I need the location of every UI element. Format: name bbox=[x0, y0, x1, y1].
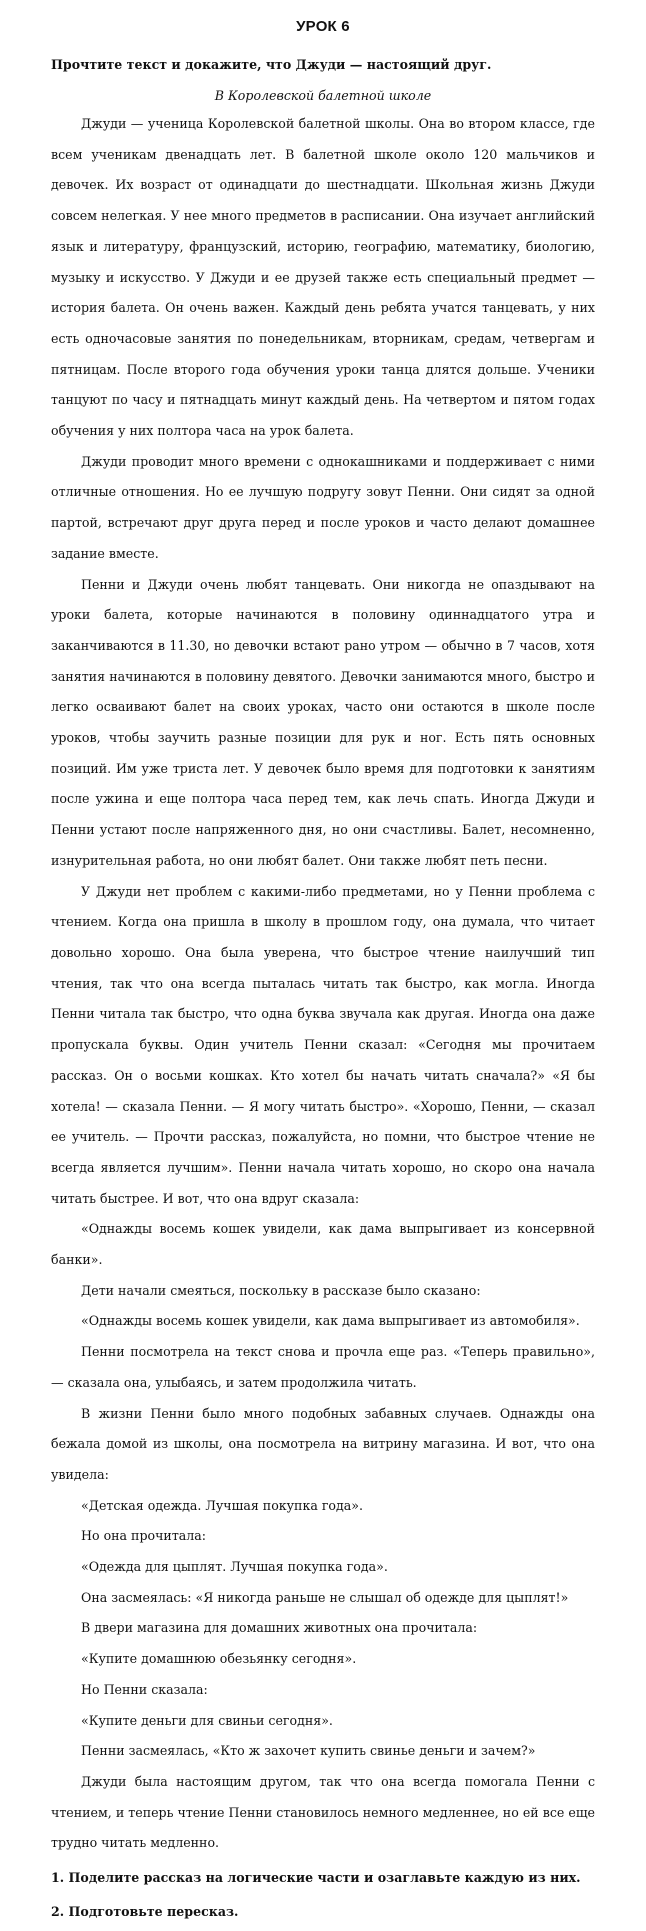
paragraph: У Джуди нет проблем с какими-либо предметами, но у Пенни проблема с чтением. Когда она пришла в школу в прошлом году, она думала, что читает довольно хорошо. Она была уверена, что быстрое чтение наилучший тип чтения, так что она всегда пыталась читать так быстро, как могла. Иногда Пенни читала так быстро, что одна буква звучала как другая. Иногда она даже пропускала буквы. Один учитель Пенни сказал: «Сегодня мы прочитаем рассказ. Он о восьми кошках. Кто хотел бы начать читать сначала?» «Я бы хотела! — сказала Пенни. — Я могу читать быстро». «Хорошо, Пенни, — сказал ее учитель. — Прочти рассказ, пожалуйста, но помни, что быстрое чтение не всегда является лучшим». Пенни начала читать хорошо, но скоро она начала читать быстрее. И вот, что она вдруг сказала: bbox=[51, 883, 595, 1206]
task-instruction: Прочтите текст и докажите, что Джуди — настоящий друг. bbox=[51, 57, 492, 72]
question-item: 2. Подготовьте пересказ. bbox=[51, 1904, 239, 1920]
lesson-title: УРОК 6 bbox=[296, 18, 350, 35]
paragraph: Но Пенни сказала: bbox=[81, 1681, 208, 1697]
paragraph: «Однажды восемь кошек увидели, как дама выпрыгивает из консервной банки». bbox=[51, 1221, 595, 1268]
paragraph: Дети начали смеяться, поскольку в рассказе было сказано: bbox=[81, 1282, 481, 1298]
paragraph: Джуди была настоящим другом, так что она всегда помогала Пенни с чтением, и теперь чтение Пенни становилось немного медленнее, но ей все еще трудно читать медленно. bbox=[51, 1773, 595, 1851]
paragraph: «Однажды восемь кошек увидели, как дама выпрыгивает из автомобиля». bbox=[81, 1313, 580, 1329]
paragraph: Пенни и Джуди очень любят танцевать. Они никогда не опаздывают на уроки балета, которые начинаются в половину одиннадцатого утра и заканчиваются в 11.30, но девочки встают рано утром — обычно в 7 часов, хотя занятия начинаются в половину девятого. Девочки занимаются много, быстро и легко осваивают балет на своих уроках, часто они остаются в школе после уроков, чтобы заучить разные позиции для рук и ног. Есть пять основных позиций. Им уже триста лет. У девочек было время для подготовки к занятиям после ужина и еще полтора часа перед тем, как лечь спать. Иногда Джуди и Пенни устают после напряженного дня, но они счастливы. Балет, несомненно, изнурительная работа, но они любят балет. Они также любят петь песни. bbox=[51, 576, 595, 868]
story-text bbox=[51, 109, 595, 1859]
paragraph: Джуди проводит много времени с однокашниками и поддерживает с ними отличные отношения. Но ее лучшую подругу зовут Пенни. Они сидят за одной партой, встречают друг друга перед и после уроков и часто делают домашнее задание вместе. bbox=[51, 453, 595, 561]
paragraph: Но она прочитала: bbox=[81, 1528, 207, 1544]
paragraph: Пенни засмеялась, «Кто ж захочет купить свинье деньги и зачем?» bbox=[81, 1743, 536, 1759]
document-page bbox=[51, 18, 595, 1931]
paragraph: «Купите домашнюю обезьянку сегодня». bbox=[81, 1651, 357, 1667]
paragraph: «Купите деньги для свиньи сегодня». bbox=[81, 1712, 333, 1728]
paragraph: Пенни посмотрела на текст снова и прочла еще раз. «Теперь правильно», — сказала она, улыбаясь, и затем продолжила читать. bbox=[51, 1344, 595, 1390]
story-title: В Королевской балетной школе bbox=[214, 88, 432, 103]
paragraph: «Одежда для цыплят. Лучшая покупка года». bbox=[81, 1559, 388, 1575]
paragraph: Джуди — ученица Королевской балетной школы. Она во втором классе, где всем ученикам двенадцать лет. В балетной школе около 120 мальчиков и девочек. Их возраст от одинадцати до шестнадцати. Школьная жизнь Джуди совсем нелегкая. У нее много предметов в расписании. Она изучает английский язык и литературу, французский, историю, географию, математику, биологию, музыку и искусство. У Джуди и ее друзей также есть специальный предмет — история балета. Он очень важен. Каждый день ребята учатся танцевать, у них есть одночасовые занятия по понедельникам, вторникам, средам, четвергам и пятницам. После второго года обучения уроки танца длятся дольше. Ученики танцуют по часу и пятнадцать минут каждый день. На четвертом и пятом годах обучения у них полтора часа на урок балета. bbox=[51, 116, 595, 439]
paragraph: Она засмеялась: «Я никогда раньше не слышал об одежде для цыплят!» bbox=[81, 1589, 569, 1605]
paragraph: «Детская одежда. Лучшая покупка года». bbox=[81, 1497, 363, 1513]
question-item: 1. Поделите рассказ на логические части и озаглавьте каждую из них. bbox=[51, 1870, 581, 1886]
paragraph: В двери магазина для домашних животных она прочитала: bbox=[81, 1620, 478, 1636]
paragraph: В жизни Пенни было много подобных забавных случаев. Однажды она бежала домой из школы, она посмотрела на витрину магазина. И вот, что она увидела: bbox=[51, 1405, 595, 1482]
questions bbox=[51, 1863, 595, 1927]
